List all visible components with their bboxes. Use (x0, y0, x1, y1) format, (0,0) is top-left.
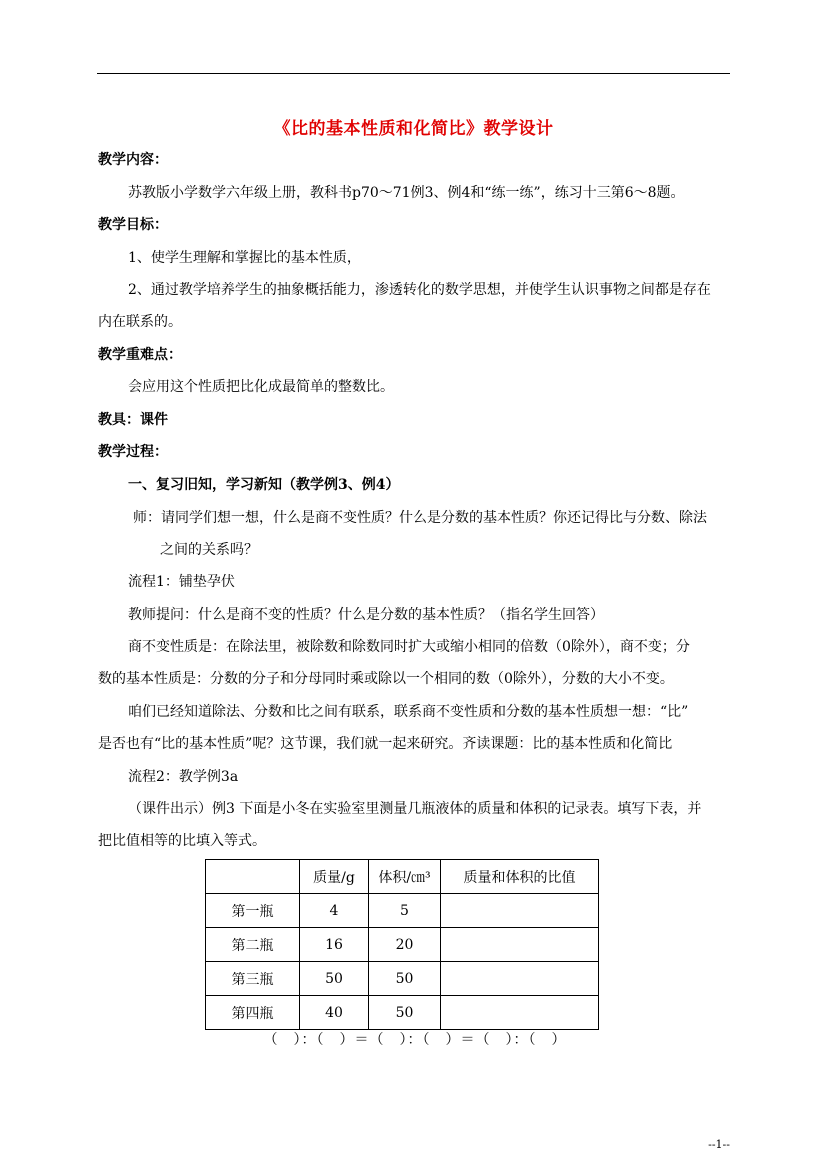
heading-goals: 教学目标： (98, 217, 168, 233)
paragraph-quotient-property: 商不变性质是：在除法里，被除数和除数同时扩大或缩小相同的倍数（0除外），商不变；分 (128, 639, 690, 655)
table-row (206, 928, 599, 962)
table-header-cell: 质量和体积的比值 (441, 860, 599, 894)
table-cell: 5 (369, 894, 441, 928)
table-cell: 50 (300, 962, 369, 996)
teaching-aids: 教具：课件 (98, 412, 168, 428)
table-row (206, 996, 599, 1030)
goal-item-2: 2、通过教学培养学生的抽象概括能力，渗透转化的数学思想，并使学生认识事物之间都是存在 (128, 282, 711, 298)
table-cell (441, 928, 599, 962)
table-cell: 50 (369, 962, 441, 996)
teacher-question-cont: 之间的关系吗？ (160, 542, 258, 558)
record-table (205, 859, 599, 1030)
goal-item-2-cont: 内在联系的。 (98, 314, 182, 330)
table-cell (441, 894, 599, 928)
section-heading-1: 一、复习旧知，学习新知（教学例3、例4） (128, 477, 400, 493)
table-cell: 第一瓶 (206, 894, 300, 928)
table-header-row (206, 860, 599, 894)
table-cell: 50 (369, 996, 441, 1030)
table-cell: 4 (300, 894, 369, 928)
teacher-question: 师：请同学们想一想，什么是商不变性质？什么是分数的基本性质？你还记得比与分数、除法 (133, 510, 707, 526)
table-header-cell: 体积/㎝³ (369, 860, 441, 894)
step-2-label: 流程2：教学例3a (128, 769, 239, 785)
table-cell: 40 (300, 996, 369, 1030)
heading-content: 教学内容： (98, 152, 168, 168)
paragraph-connection-cont: 是否也有“比的基本性质”呢？这节课，我们就一起来研究。齐读课题：比的基本性质和化简比 (98, 736, 673, 752)
page-number: --1-- (708, 1138, 730, 1151)
table-cell (441, 962, 599, 996)
paragraph-content: 苏教版小学数学六年级上册，教科书p70～71例3、例4和“练一练”，练习十三第6～8题。 (128, 185, 685, 201)
table-cell: 第二瓶 (206, 928, 300, 962)
paragraph-key-points: 会应用这个性质把比化成最简单的整数比。 (128, 379, 394, 395)
step-1-label: 流程1：铺垫孕伏 (128, 574, 235, 590)
example-3-text: （课件出示）例3 下面是小冬在实验室里测量几瓶液体的质量和体积的记录表。填写下表，并 (128, 801, 702, 817)
goal-item-1: 1、使学生理解和掌握比的基本性质， (128, 250, 361, 266)
document-title: 《比的基本性质和化简比》教学设计 (273, 119, 554, 139)
table-cell: 第四瓶 (206, 996, 300, 1030)
heading-process: 教学过程： (98, 444, 168, 460)
table-row (206, 962, 599, 996)
table-cell: 16 (300, 928, 369, 962)
table-cell (441, 996, 599, 1030)
table-header-cell: 质量/g (300, 860, 369, 894)
heading-key-points: 教学重难点： (98, 347, 182, 363)
teacher-prompt: 教师提问：什么是商不变的性质？什么是分数的基本性质？（指名学生回答） (128, 607, 604, 623)
header-rule (97, 73, 730, 74)
ratio-equation: （ ）：（ ）＝（ ）：（ ）＝（ ）：（ ） (263, 1032, 567, 1048)
paragraph-fraction-property: 数的基本性质是：分数的分子和分母同时乘或除以一个相同的数（0除外），分数的大小不变。 (98, 671, 674, 687)
paragraph-connection: 咱们已经知道除法、分数和比之间有联系，联系商不变性质和分数的基本性质想一想：“比” (128, 704, 689, 720)
table-cell: 第三瓶 (206, 962, 300, 996)
example-3-text-cont: 把比值相等的比填入等式。 (98, 833, 266, 849)
table-cell: 20 (369, 928, 441, 962)
table-header-cell (206, 860, 300, 894)
table-row (206, 894, 599, 928)
